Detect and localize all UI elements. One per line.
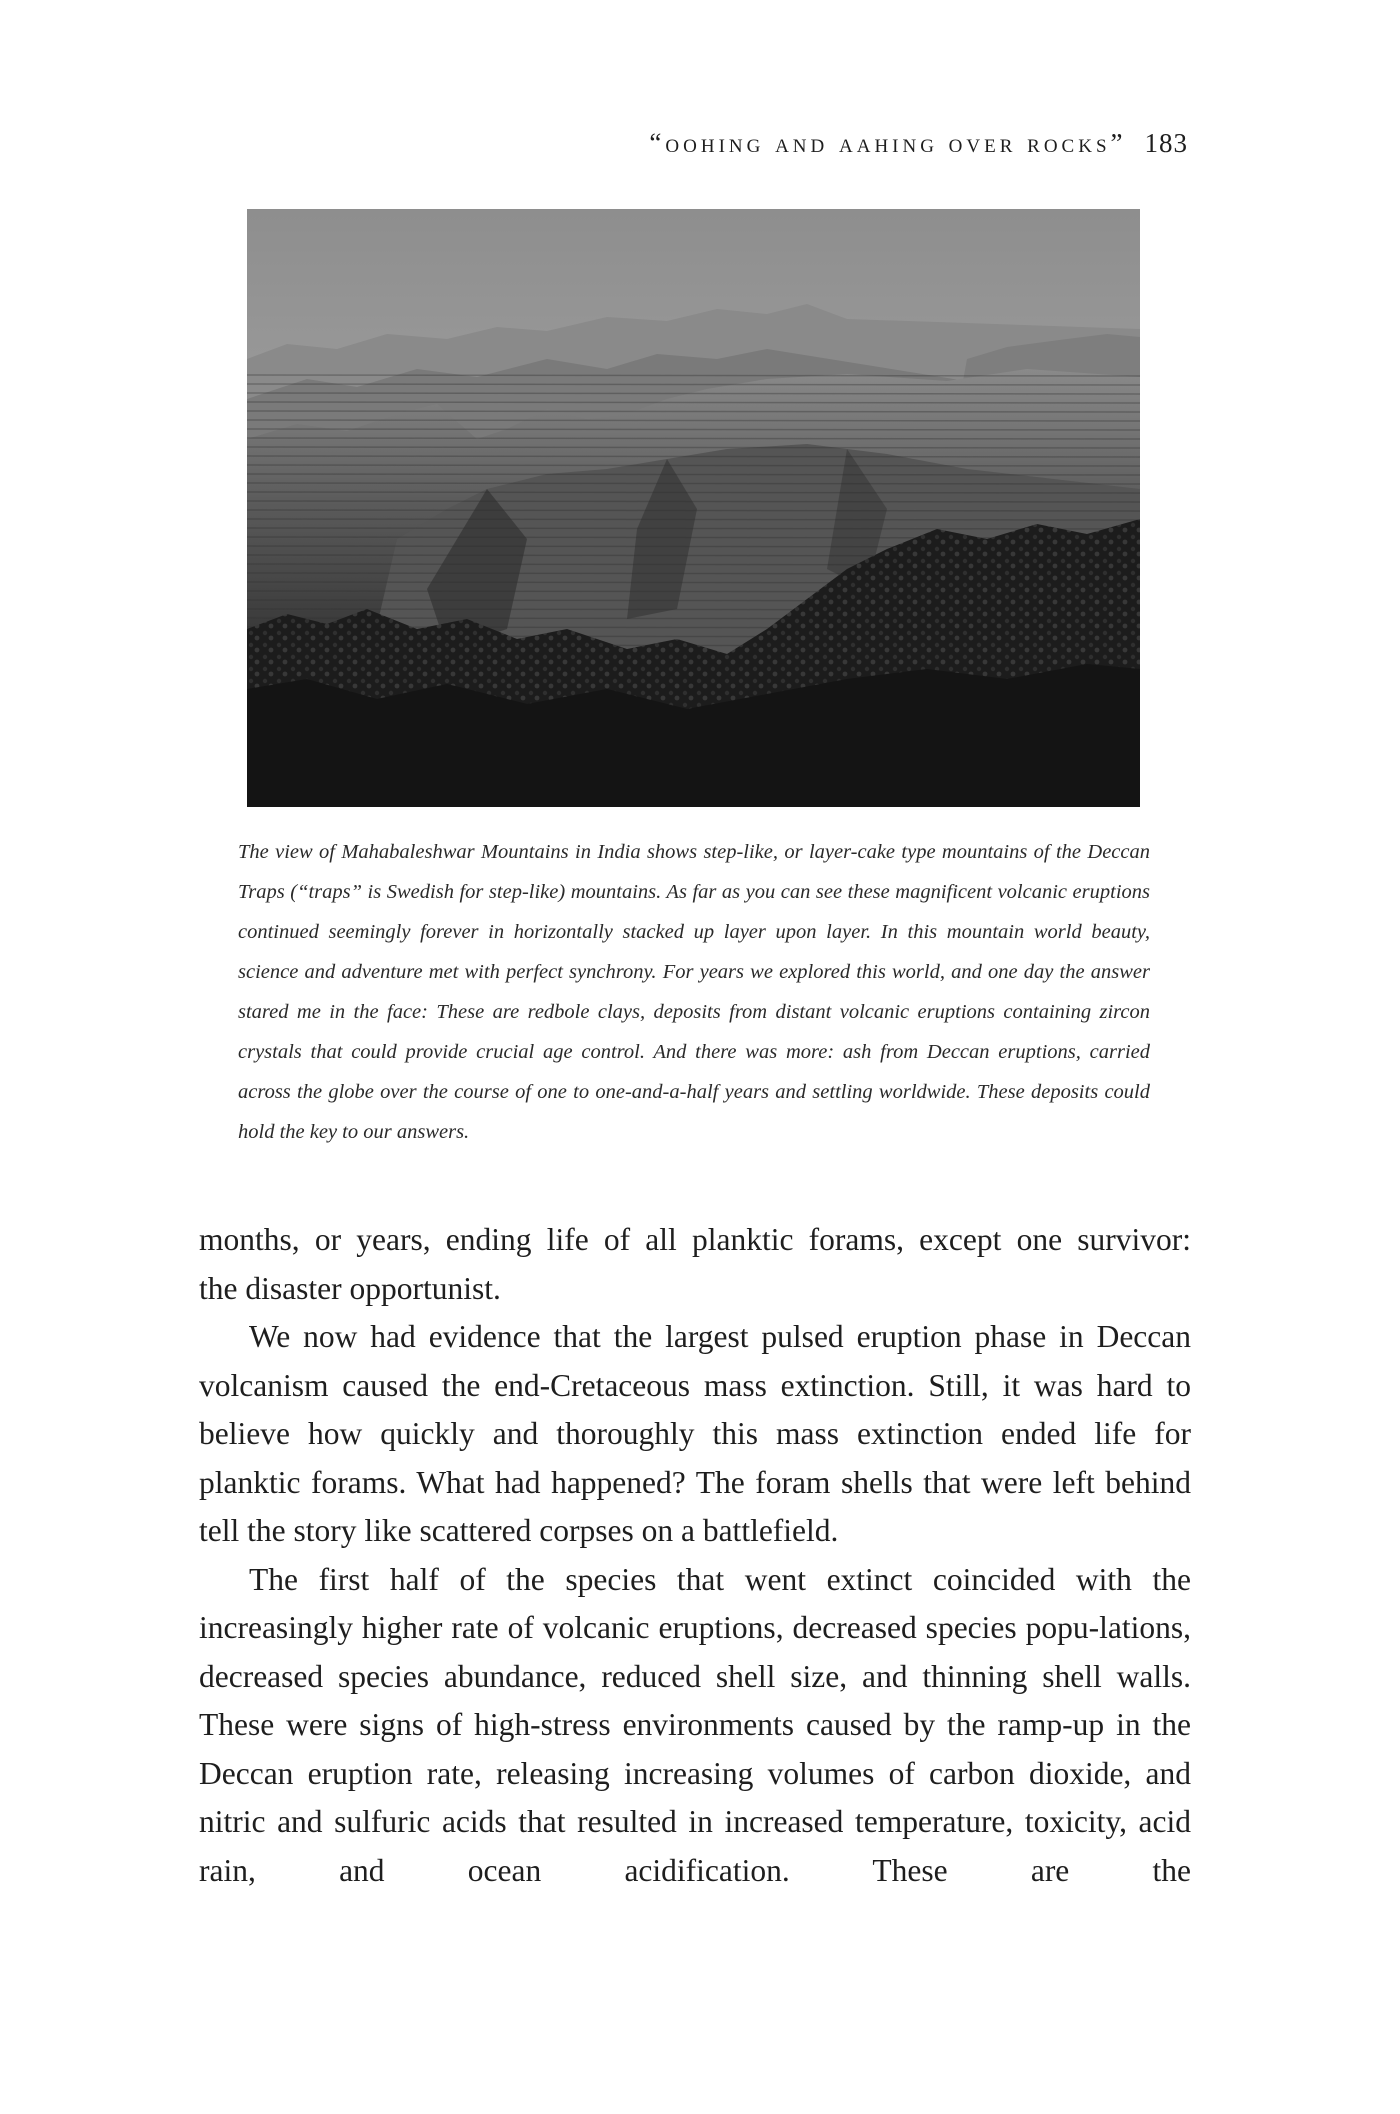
- running-header: [200, 128, 1188, 159]
- body-text: [199, 1216, 1191, 1895]
- mountain-photograph: [247, 209, 1140, 807]
- figure-caption: The view of Mahabaleshwar Mountains in India shows step-like, or layer-cake type mountains of the Deccan Traps (“traps” is Swedish for step-like) mountains. As far as you can see these magnificent volcanic eruptions continued seemingly forever in horizontally stacked up layer upon layer. In this mountain world beauty, science and adventure met with perfect synchrony. For years we explored this world, and one day the answer stared me in the face: These are redbole clays, deposits from distant volcanic eruptions containing zircon crystals that could provide crucial age control. And there was more: ash from Deccan eruptions, carried across the globe over the course of one to one-and-a-half years and settling worldwide. These deposits could hold the key to our answers.: [238, 841, 1150, 1143]
- paragraph-1-line-2: the disaster opportunist.: [199, 1270, 501, 1306]
- chapter-title: “oohing and aahing over rocks”: [649, 128, 1127, 158]
- paragraph-3: The first half of the species that went extinct coincided with the increasingly higher rate of volcanic eruptions, decreased species popu-lations, decreased species abundance, reduced shell size, and thinning shell walls. These were signs of high-stress environments caused by the ramp-up in the Deccan eruption rate, releasing increasing volumes of carbon dioxide, and nitric and sulfuric acids that resulted in increased temperature, toxicity, acid rain, and ocean acidification. These are the: [199, 1561, 1191, 1888]
- page-number: 183: [1144, 128, 1188, 158]
- mountain-landscape-illustration: [247, 209, 1140, 807]
- paragraph-1-line-1: months, or years, ending life of all planktic forams, except one survivor:: [199, 1222, 1191, 1257]
- paragraph-2: We now had evidence that the largest pulsed eruption phase in Deccan volcanism caused the end-Cretaceous mass extinction. Still, it was hard to believe how quickly and thoroughly this mass extinction ended life for planktic forams. What had happened? The foram shells that were left behind tell the story like scattered corpses on a battlefield.: [199, 1319, 1191, 1548]
